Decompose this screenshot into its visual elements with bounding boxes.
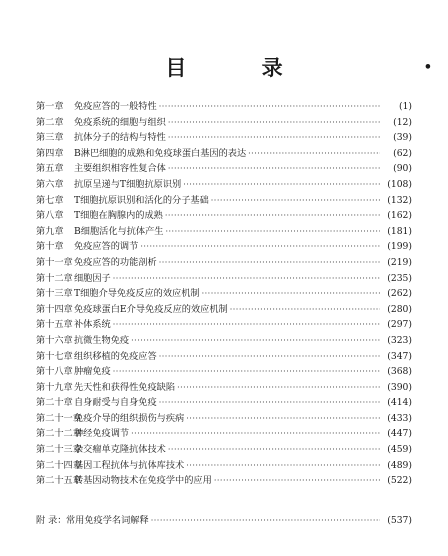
toc-row xyxy=(36,255,412,271)
chapter-number: 第十六章 xyxy=(36,334,73,346)
toc-row xyxy=(36,130,412,146)
chapter-title: T细胞抗原识别和活化的分子基础 xyxy=(74,194,209,206)
dot-leader xyxy=(131,333,380,349)
chapter-number: 第二十四章 xyxy=(36,459,82,471)
chapter-number: 第九章 xyxy=(36,225,64,237)
toc-row xyxy=(36,271,412,287)
chapter-title: 免疫球蛋白E介导免疫反应的效应机制 xyxy=(74,303,228,315)
chapter-title: 抗体分子的结构与特性 xyxy=(74,132,166,144)
chapter-number: 第十二章 xyxy=(36,272,73,284)
page-number: (39) xyxy=(393,132,412,144)
toc-row xyxy=(36,364,412,380)
chapter-number: 第十三章 xyxy=(36,288,73,300)
page-number: (90) xyxy=(393,163,412,175)
toc-row xyxy=(36,380,412,396)
chapter-number: 第十四章 xyxy=(36,303,73,315)
dot-leader xyxy=(140,239,380,255)
toc-row xyxy=(36,458,412,474)
page-number: (132) xyxy=(387,194,412,206)
chapter-title: T细胞介导免疫反应的效应机制 xyxy=(74,288,200,300)
chapter-title: 先天性和获得性免疫缺陷 xyxy=(74,381,176,393)
chapter-title: 自身耐受与自身免疫 xyxy=(74,397,157,409)
toc-row xyxy=(36,286,412,302)
toc-row xyxy=(36,411,412,427)
chapter-number: 第十一章 xyxy=(36,256,73,268)
page-number: (62) xyxy=(393,147,412,159)
toc-row xyxy=(36,513,412,529)
toc-row xyxy=(36,333,412,349)
page-number: (280) xyxy=(387,303,412,315)
page-number: (297) xyxy=(387,319,412,331)
toc-row xyxy=(36,161,412,177)
dot-leader xyxy=(131,426,380,442)
toc-row xyxy=(36,442,412,458)
chapter-title: 转基因动物技术在免疫学中的应用 xyxy=(74,475,212,487)
page-number: (433) xyxy=(387,412,412,424)
chapter-title: 免疫应答的调节 xyxy=(74,241,139,253)
page-number: (1) xyxy=(398,101,412,112)
page-number: (447) xyxy=(387,428,412,440)
dot-leader xyxy=(159,255,380,271)
dot-leader xyxy=(248,146,380,162)
dot-leader xyxy=(159,395,380,411)
chapter-number: 第一章 xyxy=(36,101,64,112)
chapter-number: 第二十一章 xyxy=(36,412,82,424)
chapter-number: 第二章 xyxy=(36,116,64,128)
appendix-page: (537) xyxy=(387,515,412,526)
chapter-number: 第十五章 xyxy=(36,319,73,331)
chapter-number: 第八章 xyxy=(36,210,64,222)
dot-leader xyxy=(211,193,380,209)
page-number: (390) xyxy=(387,381,412,393)
chapter-title: 肿瘤免疫 xyxy=(74,366,111,378)
page-number: (368) xyxy=(387,366,412,378)
toc-row xyxy=(36,193,412,209)
chapter-title: 抗微生物免疫 xyxy=(74,334,130,346)
chapter-number: 第二十三章 xyxy=(36,444,82,456)
chapter-title: 补体系统 xyxy=(74,319,111,331)
page-number: (489) xyxy=(387,459,412,471)
chapter-title: 抗原呈递与T细胞抗原识别 xyxy=(74,178,182,190)
page-number: (522) xyxy=(387,475,412,487)
chapter-number: 第三章 xyxy=(36,132,64,144)
dot-leader xyxy=(186,458,380,474)
toc-row xyxy=(36,426,412,442)
page-number: (12) xyxy=(393,116,412,128)
table-of-contents xyxy=(36,99,412,489)
page-title: 目 录 xyxy=(165,56,317,80)
toc-row xyxy=(36,349,412,365)
toc-row xyxy=(36,302,412,318)
chapter-title: B细胞活化与抗体产生 xyxy=(74,225,164,237)
toc-row xyxy=(36,115,412,131)
chapter-number: 第二十五章 xyxy=(36,475,82,487)
page-number: (162) xyxy=(387,210,412,222)
dot-leader xyxy=(202,286,380,302)
toc-row xyxy=(36,99,412,115)
page-number: (181) xyxy=(387,225,412,237)
toc-row xyxy=(36,224,412,240)
chapter-number: 第五章 xyxy=(36,163,64,175)
chapter-title: 神经免疫调节 xyxy=(74,428,130,440)
page-number: (262) xyxy=(387,288,412,300)
chapter-number: 第二十二章 xyxy=(36,428,82,440)
page-number: (459) xyxy=(387,444,412,456)
chapter-number: 第十七章 xyxy=(36,350,73,362)
chapter-title: 组织移植的免疫应答 xyxy=(74,350,157,362)
chapter-number: 第十九章 xyxy=(36,381,73,393)
dot-leader xyxy=(113,271,380,287)
toc-row xyxy=(36,208,412,224)
chapter-title: 免疫介导的组织损伤与疾病 xyxy=(74,412,185,424)
appendix-entry xyxy=(36,513,412,529)
dot-leader xyxy=(230,302,380,318)
chapter-title: T细胞在胸腺内的成熟 xyxy=(74,210,163,222)
page-number: (108) xyxy=(387,178,412,190)
dot-leader xyxy=(168,130,380,146)
chapter-title: 免疫系统的细胞与组织 xyxy=(74,116,166,128)
page-number: (235) xyxy=(387,272,412,284)
dot-leader xyxy=(168,161,380,177)
dot-leader xyxy=(168,115,380,131)
appendix-title: 常用免疫学名词解释 xyxy=(66,515,149,526)
chapter-title: 基因工程抗体与抗体库技术 xyxy=(74,459,185,471)
chapter-title: 细胞因子 xyxy=(74,272,111,284)
dot-leader xyxy=(183,177,380,193)
page-number: (219) xyxy=(387,256,412,268)
dot-leader xyxy=(168,442,380,458)
dot-leader xyxy=(113,317,380,333)
chapter-number: 第四章 xyxy=(36,147,64,159)
toc-row xyxy=(36,395,412,411)
page-number: (199) xyxy=(387,241,412,253)
page-number: (347) xyxy=(387,350,412,362)
chapter-number: 第七章 xyxy=(36,194,64,206)
dot-leader xyxy=(151,513,380,529)
chapter-title: 杂交瘤单克隆抗体技术 xyxy=(74,444,166,456)
chapter-title: 主要组织相容性复合体 xyxy=(74,163,166,175)
chapter-number: 第十章 xyxy=(36,241,64,253)
chapter-title: 免疫应答的功能剖析 xyxy=(74,256,157,268)
page-number: (414) xyxy=(387,397,412,409)
appendix-label: 附 录： xyxy=(36,515,67,526)
page-number: (323) xyxy=(387,334,412,346)
toc-row xyxy=(36,317,412,333)
dot-leader xyxy=(165,224,380,240)
toc-row xyxy=(36,239,412,255)
toc-row xyxy=(36,177,412,193)
chapter-title: 免疫应答的一般特性 xyxy=(74,101,157,112)
toc-row xyxy=(36,473,412,489)
chapter-number: 第六章 xyxy=(36,178,64,190)
chapter-title: B淋巴细胞的成熟和免疫球蛋白基因的表达 xyxy=(74,147,247,159)
chapter-number: 第二十章 xyxy=(36,397,73,409)
chapter-number: 第十八章 xyxy=(36,366,73,378)
toc-row xyxy=(36,146,412,162)
dot-leader xyxy=(186,411,380,427)
dot-leader xyxy=(165,208,380,224)
dot-leader xyxy=(159,349,380,365)
dot-leader xyxy=(177,380,380,396)
margin-mark: • xyxy=(423,60,432,75)
dot-leader xyxy=(214,473,380,489)
dot-leader xyxy=(113,364,380,380)
dot-leader xyxy=(159,99,380,115)
